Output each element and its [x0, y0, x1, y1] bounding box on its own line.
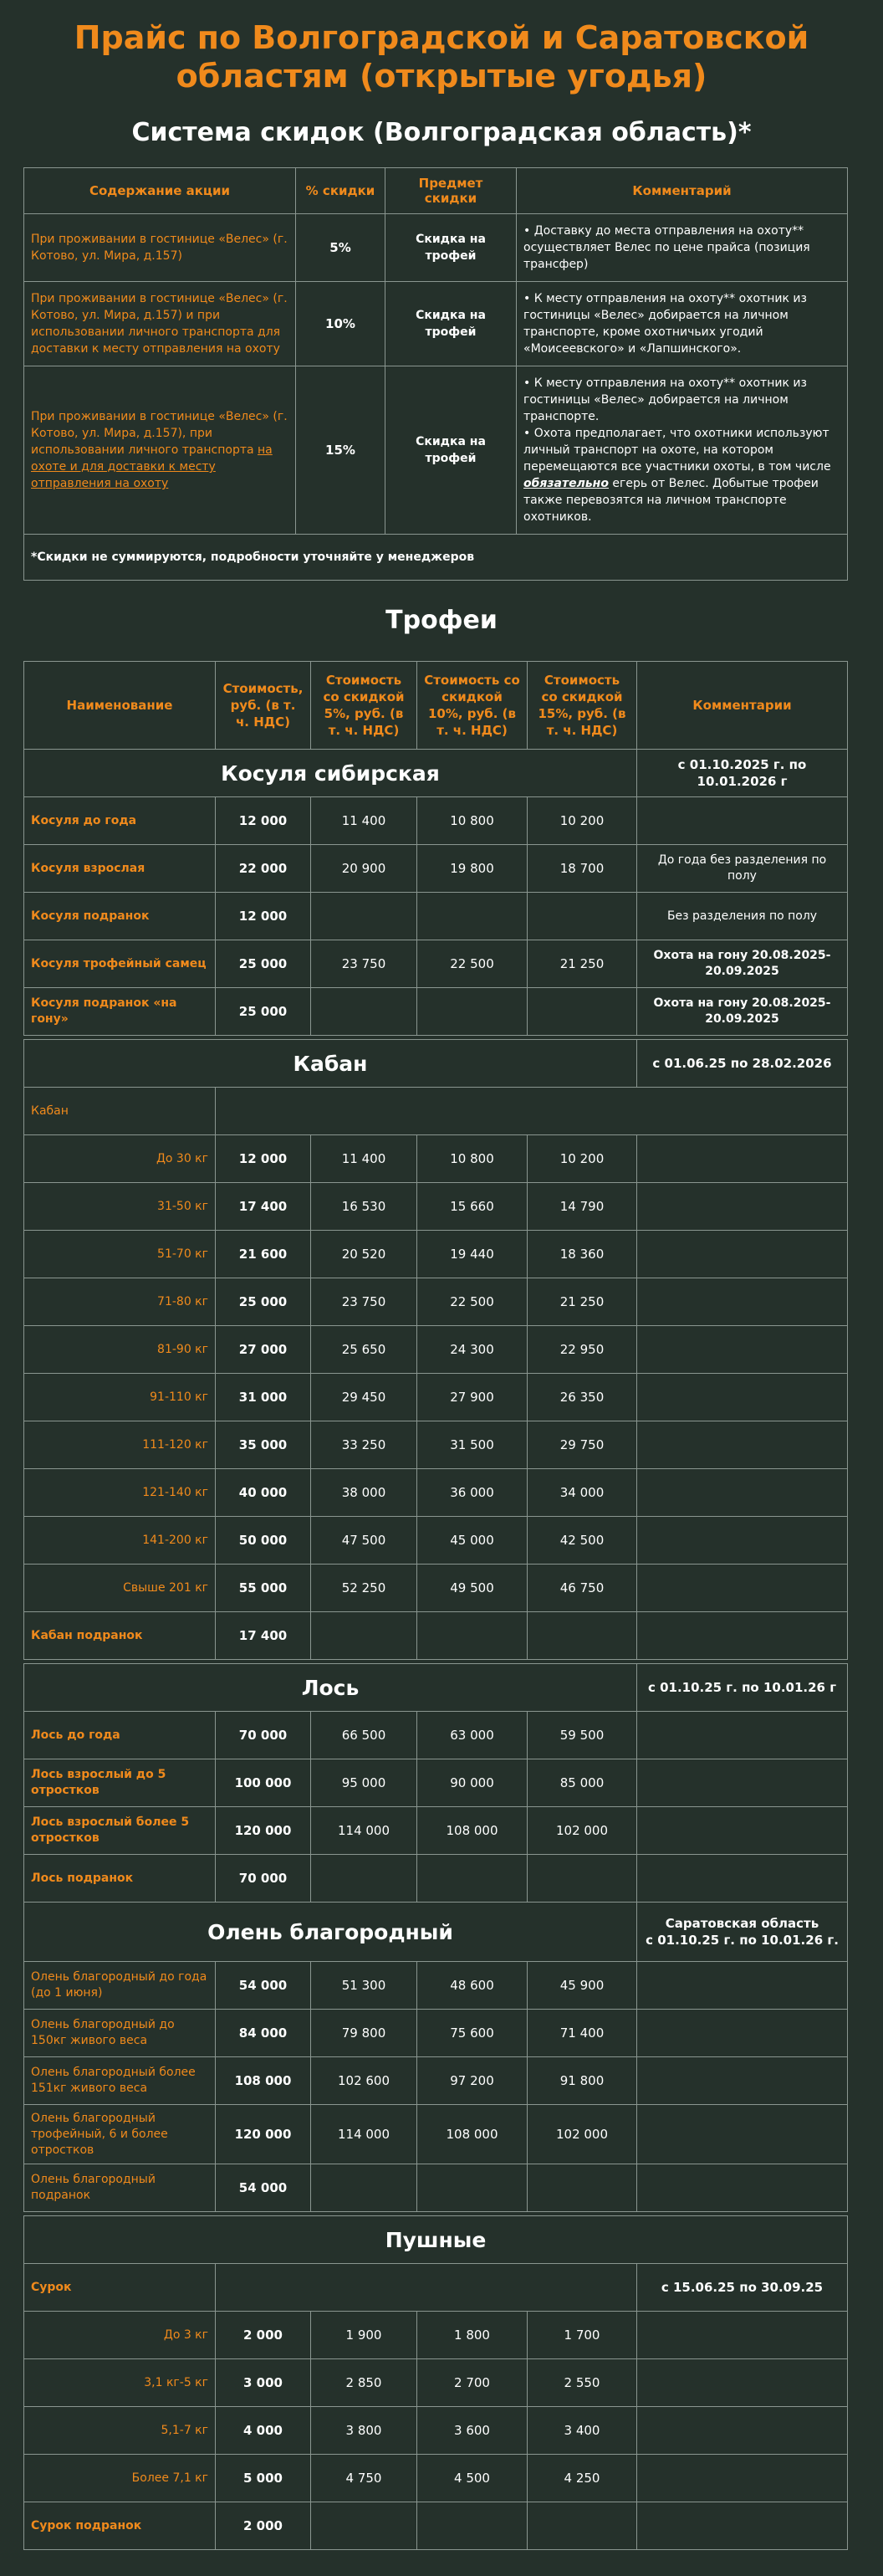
trophy-price-5: 3 800: [311, 2407, 417, 2455]
trophy-comment: Охота на гону 20.08.2025-20.09.2025: [637, 940, 848, 988]
header-discount-15: Стоимость со скидкой 15%, руб. (в т. ч. НДС): [528, 662, 637, 750]
table-row: [24, 2264, 848, 2312]
table-row: [24, 1278, 848, 1326]
table-row: [24, 893, 848, 940]
trophy-comment: [637, 1612, 848, 1660]
table-row: [24, 1517, 848, 1565]
trophy-comment: [637, 1962, 848, 2010]
section-period: с 15.06.25 по 30.09.25: [637, 2264, 848, 2312]
trophy-price-5: [311, 988, 417, 1036]
table-row: [24, 1469, 848, 1517]
discount-comment: [517, 366, 848, 535]
table-row: [24, 1565, 848, 1612]
trophy-price-10: 19 440: [417, 1231, 528, 1278]
table-row: [24, 2312, 848, 2359]
trophy-comment: [637, 1278, 848, 1326]
trophy-name: Свыше 201 кг: [24, 1565, 216, 1612]
trophy-price-15: 102 000: [528, 2105, 637, 2164]
trophy-price-15: 10 200: [528, 797, 637, 845]
condition-underlined-text: на охоте и для доставки к месту отправления на охоту: [31, 443, 273, 490]
trophy-name: Косуля до года: [24, 797, 216, 845]
discount-condition: При проживании в гостинице «Велес» (г. Котово, ул. Мира, д.157): [24, 214, 296, 282]
comment-text: егерь от Велес. Добытые трофеи также перевозятся на личном транспорте охотников.: [523, 477, 819, 524]
header-condition: Содержание акции: [24, 168, 296, 214]
trophy-price-10: 90 000: [417, 1759, 528, 1807]
header-price: Стоимость, руб. (в т. ч. НДС): [216, 662, 311, 750]
trophy-price-10: 45 000: [417, 1517, 528, 1565]
table-row: [24, 940, 848, 988]
trophy-price-15: 34 000: [528, 1469, 637, 1517]
trophy-price-15: [528, 1855, 637, 1903]
group-label: Сурок: [24, 2264, 216, 2312]
trophy-price: 12 000: [216, 893, 311, 940]
trophy-comment: [637, 2359, 848, 2407]
trophy-name: Косуля подранок: [24, 893, 216, 940]
section-name: Кабан: [24, 1040, 637, 1088]
trophy-price: 25 000: [216, 988, 311, 1036]
table-row: [24, 1374, 848, 1421]
trophy-comment: [637, 1565, 848, 1612]
trophy-price-10: 22 500: [417, 1278, 528, 1326]
section-row-roe: [24, 750, 848, 797]
trophy-price-15: 10 200: [528, 1135, 637, 1183]
trophy-name: 81-90 кг: [24, 1326, 216, 1374]
trophy-name: Лось до года: [24, 1712, 216, 1759]
header-comment: Комментарий: [517, 168, 848, 214]
trophy-price-15: 102 000: [528, 1807, 637, 1855]
trophy-price-10: 10 800: [417, 1135, 528, 1183]
discount-subject: Скидка на трофей: [385, 282, 517, 366]
trophy-name: 121-140 кг: [24, 1469, 216, 1517]
trophy-comment: До года без разделения по полу: [637, 845, 848, 893]
trophy-price: 12 000: [216, 797, 311, 845]
comment-line: [523, 425, 840, 525]
section-row-elk: [24, 1664, 848, 1712]
trophy-price-5: 29 450: [311, 1374, 417, 1421]
table-row: [24, 797, 848, 845]
table-row: [24, 1088, 848, 1135]
trophy-price-5: [311, 2164, 417, 2212]
empty-cell: [417, 2502, 528, 2550]
table-row: [24, 845, 848, 893]
empty-cell: [311, 2502, 417, 2550]
trophy-price: 55 000: [216, 1565, 311, 1612]
trophy-price-5: [311, 1855, 417, 1903]
trophy-price-5: 11 400: [311, 1135, 417, 1183]
trophies-table: [23, 661, 848, 2550]
trophy-comment: [637, 1855, 848, 1903]
section-name: Олень благородный: [24, 1903, 637, 1962]
trophy-price: 120 000: [216, 1807, 311, 1855]
table-row: [24, 1759, 848, 1807]
trophy-price-10: 97 200: [417, 2057, 528, 2105]
trophy-price: 100 000: [216, 1759, 311, 1807]
trophy-price-15: 29 750: [528, 1421, 637, 1469]
trophy-name: Лось подранок: [24, 1855, 216, 1903]
trophy-name: 71-80 кг: [24, 1278, 216, 1326]
trophy-price-10: [417, 893, 528, 940]
discounts-note: *Скидки не суммируются, подробности уточняйте у менеджеров: [24, 535, 848, 581]
trophy-price: 2 000: [216, 2312, 311, 2359]
trophy-price-10: 108 000: [417, 2105, 528, 2164]
trophy-price-15: [528, 2164, 637, 2212]
trophy-name: 111-120 кг: [24, 1421, 216, 1469]
trophy-price-15: 2 550: [528, 2359, 637, 2407]
trophy-price-5: 114 000: [311, 2105, 417, 2164]
trophy-comment: [637, 1374, 848, 1421]
trophy-price: 17 400: [216, 1183, 311, 1231]
trophy-comment: Охота на гону 20.08.2025-20.09.2025: [637, 988, 848, 1036]
trophy-price-10: 3 600: [417, 2407, 528, 2455]
empty-cell: [216, 1088, 848, 1135]
trophy-price: 54 000: [216, 2164, 311, 2212]
trophy-comment: [637, 1807, 848, 1855]
trophy-price: 70 000: [216, 1712, 311, 1759]
section-row-deer: [24, 1903, 848, 1962]
period-dates: с 01.10.25 г. по 10.01.26 г.: [646, 1933, 839, 1948]
comment-emphasis: обязательно: [523, 477, 609, 490]
discount-subject: Скидка на трофей: [385, 214, 517, 282]
section-name: Лось: [24, 1664, 637, 1712]
header-subject: Предмет скидки: [385, 168, 517, 214]
trophy-price-5: 2 850: [311, 2359, 417, 2407]
header-name: Наименование: [24, 662, 216, 750]
section-period: [637, 1903, 848, 1962]
table-row: [24, 1421, 848, 1469]
trophy-comment: [637, 797, 848, 845]
trophy-name: Олень благородный трофейный, 6 и более отростков: [24, 2105, 216, 2164]
trophy-price-5: 20 900: [311, 845, 417, 893]
trophy-price-10: 15 660: [417, 1183, 528, 1231]
trophy-name: Олень благородный до 150кг живого веса: [24, 2010, 216, 2057]
header-comment: Комментарии: [637, 662, 848, 750]
header-discount-10: Стоимость со скидкой 10%, руб. (в т. ч. НДС): [417, 662, 528, 750]
trophy-comment: Без разделения по полу: [637, 893, 848, 940]
table-row: [24, 2407, 848, 2455]
trophy-name: Косуля взрослая: [24, 845, 216, 893]
trophy-price-10: 108 000: [417, 1807, 528, 1855]
section-name: Пушные: [24, 2216, 848, 2264]
header-discount-5: Стоимость со скидкой 5%, руб. (в т. ч. НДС): [311, 662, 417, 750]
trophy-price-5: 38 000: [311, 1469, 417, 1517]
table-row: [24, 1135, 848, 1183]
discount-percent: 10%: [296, 282, 385, 366]
trophy-price-10: 27 900: [417, 1374, 528, 1421]
empty-cell: [311, 1612, 417, 1660]
trophy-name: Олень благородный подранок: [24, 2164, 216, 2212]
trophy-price: 120 000: [216, 2105, 311, 2164]
trophy-name: Косуля подранок «на гону»: [24, 988, 216, 1036]
trophy-name: Олень благородный до года (до 1 июня): [24, 1962, 216, 2010]
table-row: [24, 1712, 848, 1759]
trophy-price: 54 000: [216, 1962, 311, 2010]
page-title: Прайс по Волгоградской и Саратовской областям (открытые угодья): [74, 19, 809, 95]
trophy-price-15: 45 900: [528, 1962, 637, 2010]
trophy-price-10: 4 500: [417, 2455, 528, 2502]
trophy-price-10: 75 600: [417, 2010, 528, 2057]
comment-text: • Охота предполагает, что охотники используют личный транспорт на охоте, на котором перемещаются все участники охоты, в том числе: [523, 427, 831, 474]
condition-text: При проживании в гостинице «Велес» (г. Котово, ул. Мира, д.157), при использовании личного транспорта: [31, 410, 288, 457]
trophy-price-15: [528, 988, 637, 1036]
trophy-price-15: 14 790: [528, 1183, 637, 1231]
section-period: с 01.10.2025 г. по 10.01.2026 г: [637, 750, 848, 797]
trophy-comment: [637, 1469, 848, 1517]
table-row: [24, 2057, 848, 2105]
trophy-price-15: 42 500: [528, 1517, 637, 1565]
trophy-comment: [637, 2502, 848, 2550]
trophy-price-15: 4 250: [528, 2455, 637, 2502]
table-row: [24, 1326, 848, 1374]
trophy-name: До 3 кг: [24, 2312, 216, 2359]
trophy-price-15: 46 750: [528, 1565, 637, 1612]
table-row: [24, 2010, 848, 2057]
table-row: [24, 2359, 848, 2407]
trophy-price-5: 33 250: [311, 1421, 417, 1469]
trophy-price: 2 000: [216, 2502, 311, 2550]
table-row: [24, 2455, 848, 2502]
trophy-price: 5 000: [216, 2455, 311, 2502]
trophy-price: 40 000: [216, 1469, 311, 1517]
trophy-price-15: 21 250: [528, 940, 637, 988]
discount-comment: • К месту отправления на охоту** охотник из гостиницы «Велес» добирается на личном транспорте, кроме охотничьих угодий «Моисеевского» и «Лапшинского».: [517, 282, 848, 366]
comment-line: • К месту отправления на охоту** охотник из гостиницы «Велес» добирается на личном транспорте.: [523, 376, 807, 423]
trophy-price: 25 000: [216, 940, 311, 988]
trophy-price-15: 91 800: [528, 2057, 637, 2105]
trophy-name: 141-200 кг: [24, 1517, 216, 1565]
trophy-name: 31-50 кг: [24, 1183, 216, 1231]
trophy-price-5: 4 750: [311, 2455, 417, 2502]
trophy-price-5: 47 500: [311, 1517, 417, 1565]
trophy-price-5: 20 520: [311, 1231, 417, 1278]
trophy-comment: [637, 1135, 848, 1183]
header-percent: % скидки: [296, 168, 385, 214]
trophy-name: 91-110 кг: [24, 1374, 216, 1421]
trophy-price-5: 25 650: [311, 1326, 417, 1374]
trophy-price: 70 000: [216, 1855, 311, 1903]
trophy-name: Сурок подранок: [24, 2502, 216, 2550]
discount-subject: Скидка на трофей: [385, 366, 517, 535]
trophy-price-5: 23 750: [311, 940, 417, 988]
trophy-price-15: 59 500: [528, 1712, 637, 1759]
trophies-title: Трофеи: [385, 606, 498, 635]
trophy-price-10: 2 700: [417, 2359, 528, 2407]
trophy-price-5: 52 250: [311, 1565, 417, 1612]
trophy-price-5: 1 900: [311, 2312, 417, 2359]
empty-cell: [417, 1612, 528, 1660]
trophy-comment: [637, 1759, 848, 1807]
trophy-price: 22 000: [216, 845, 311, 893]
trophy-price-15: 85 000: [528, 1759, 637, 1807]
trophy-price-10: 63 000: [417, 1712, 528, 1759]
table-row: [24, 1183, 848, 1231]
trophy-comment: [637, 2010, 848, 2057]
trophy-price-10: [417, 1855, 528, 1903]
discounts-note-row: [24, 535, 848, 581]
table-row: [24, 1855, 848, 1903]
trophy-price-5: 95 000: [311, 1759, 417, 1807]
trophy-comment: [637, 1183, 848, 1231]
trophy-price-10: 31 500: [417, 1421, 528, 1469]
trophy-comment: [637, 2312, 848, 2359]
trophy-name: Косуля трофейный самец: [24, 940, 216, 988]
trophy-name: 3,1 кг-5 кг: [24, 2359, 216, 2407]
trophy-price: 25 000: [216, 1278, 311, 1326]
section-row-boar: [24, 1040, 848, 1088]
trophy-price-15: 3 400: [528, 2407, 637, 2455]
trophies-header-row: [24, 662, 848, 750]
discount-condition: При проживании в гостинице «Велес» (г. Котово, ул. Мира, д.157) и при использовании личного транспорта для доставки к месту отправления на охоту: [24, 282, 296, 366]
trophy-comment: [637, 2455, 848, 2502]
trophy-name: 51-70 кг: [24, 1231, 216, 1278]
trophy-name: Лось взрослый до 5 отростков: [24, 1759, 216, 1807]
discount-percent: 15%: [296, 366, 385, 535]
trophy-price: 3 000: [216, 2359, 311, 2407]
trophy-name: До 30 кг: [24, 1135, 216, 1183]
trophy-price: 27 000: [216, 1326, 311, 1374]
trophy-price-5: 16 530: [311, 1183, 417, 1231]
trophy-price-15: 21 250: [528, 1278, 637, 1326]
trophy-price: 31 000: [216, 1374, 311, 1421]
table-row: [24, 2105, 848, 2164]
trophy-price-10: 24 300: [417, 1326, 528, 1374]
trophy-comment: [637, 2164, 848, 2212]
trophy-price-15: 71 400: [528, 2010, 637, 2057]
trophy-name: Олень благородный более 151кг живого веса: [24, 2057, 216, 2105]
discount-row: [24, 282, 848, 366]
trophy-price: 12 000: [216, 1135, 311, 1183]
trophy-price-15: 1 700: [528, 2312, 637, 2359]
trophy-price: 4 000: [216, 2407, 311, 2455]
trophy-price-10: 1 800: [417, 2312, 528, 2359]
empty-cell: [216, 2264, 637, 2312]
trophy-price-15: 18 700: [528, 845, 637, 893]
section-name: Косуля сибирская: [24, 750, 637, 797]
trophy-comment: [637, 1712, 848, 1759]
trophy-price: 17 400: [216, 1612, 311, 1660]
trophy-price-5: 23 750: [311, 1278, 417, 1326]
trophy-name: Более 7,1 кг: [24, 2455, 216, 2502]
trophy-price-15: [528, 893, 637, 940]
table-row: [24, 1962, 848, 2010]
trophy-price-10: 48 600: [417, 1962, 528, 2010]
trophy-price-10: [417, 988, 528, 1036]
trophy-price-10: 19 800: [417, 845, 528, 893]
section-period: с 01.06.25 по 28.02.2026: [637, 1040, 848, 1088]
trophy-price-15: 26 350: [528, 1374, 637, 1421]
trophy-comment: [637, 2105, 848, 2164]
trophy-price: 21 600: [216, 1231, 311, 1278]
trophy-price-5: 79 800: [311, 2010, 417, 2057]
trophy-comment: [637, 2407, 848, 2455]
trophy-name: 5,1-7 кг: [24, 2407, 216, 2455]
trophy-price-5: [311, 893, 417, 940]
trophy-price: 35 000: [216, 1421, 311, 1469]
trophy-price-10: 36 000: [417, 1469, 528, 1517]
trophy-comment: [637, 1421, 848, 1469]
table-row: [24, 988, 848, 1036]
trophy-price-10: 10 800: [417, 797, 528, 845]
table-row: [24, 1231, 848, 1278]
table-row: [24, 2164, 848, 2212]
trophy-comment: [637, 1326, 848, 1374]
empty-cell: [528, 2502, 637, 2550]
discounts-table: [23, 167, 848, 581]
trophy-name: Лось взрослый более 5 отростков: [24, 1807, 216, 1855]
discounts-header-row: [24, 168, 848, 214]
section-period: с 01.10.25 г. по 10.01.26 г: [637, 1664, 848, 1712]
trophy-price: 108 000: [216, 2057, 311, 2105]
discount-condition: [24, 366, 296, 535]
trophy-price-10: 49 500: [417, 1565, 528, 1612]
trophy-price-15: 18 360: [528, 1231, 637, 1278]
trophy-comment: [637, 1231, 848, 1278]
trophy-price-10: 22 500: [417, 940, 528, 988]
period-region: Саратовская область: [665, 1916, 819, 1931]
table-row: [24, 1612, 848, 1660]
table-row: [24, 1807, 848, 1855]
trophy-price-5: 11 400: [311, 797, 417, 845]
trophy-price-5: 51 300: [311, 1962, 417, 2010]
trophy-name: Кабан подранок: [24, 1612, 216, 1660]
trophy-price: 84 000: [216, 2010, 311, 2057]
discount-comment: • Доставку до места отправления на охоту** осуществляет Велес по цене прайса (позиция трансфер): [517, 214, 848, 282]
discount-row: [24, 214, 848, 282]
trophy-comment: [637, 1517, 848, 1565]
trophy-comment: [637, 2057, 848, 2105]
trophy-price-5: 102 600: [311, 2057, 417, 2105]
trophy-price-5: 114 000: [311, 1807, 417, 1855]
group-label: Кабан: [24, 1088, 216, 1135]
section-row-fur: [24, 2216, 848, 2264]
trophy-price-15: 22 950: [528, 1326, 637, 1374]
discount-percent: 5%: [296, 214, 385, 282]
trophy-price-5: 66 500: [311, 1712, 417, 1759]
table-row: [24, 2502, 848, 2550]
discounts-title: Система скидок (Волгоградская область)*: [131, 118, 752, 147]
empty-cell: [528, 1612, 637, 1660]
discount-row: [24, 366, 848, 535]
trophy-price: 50 000: [216, 1517, 311, 1565]
trophy-price-10: [417, 2164, 528, 2212]
